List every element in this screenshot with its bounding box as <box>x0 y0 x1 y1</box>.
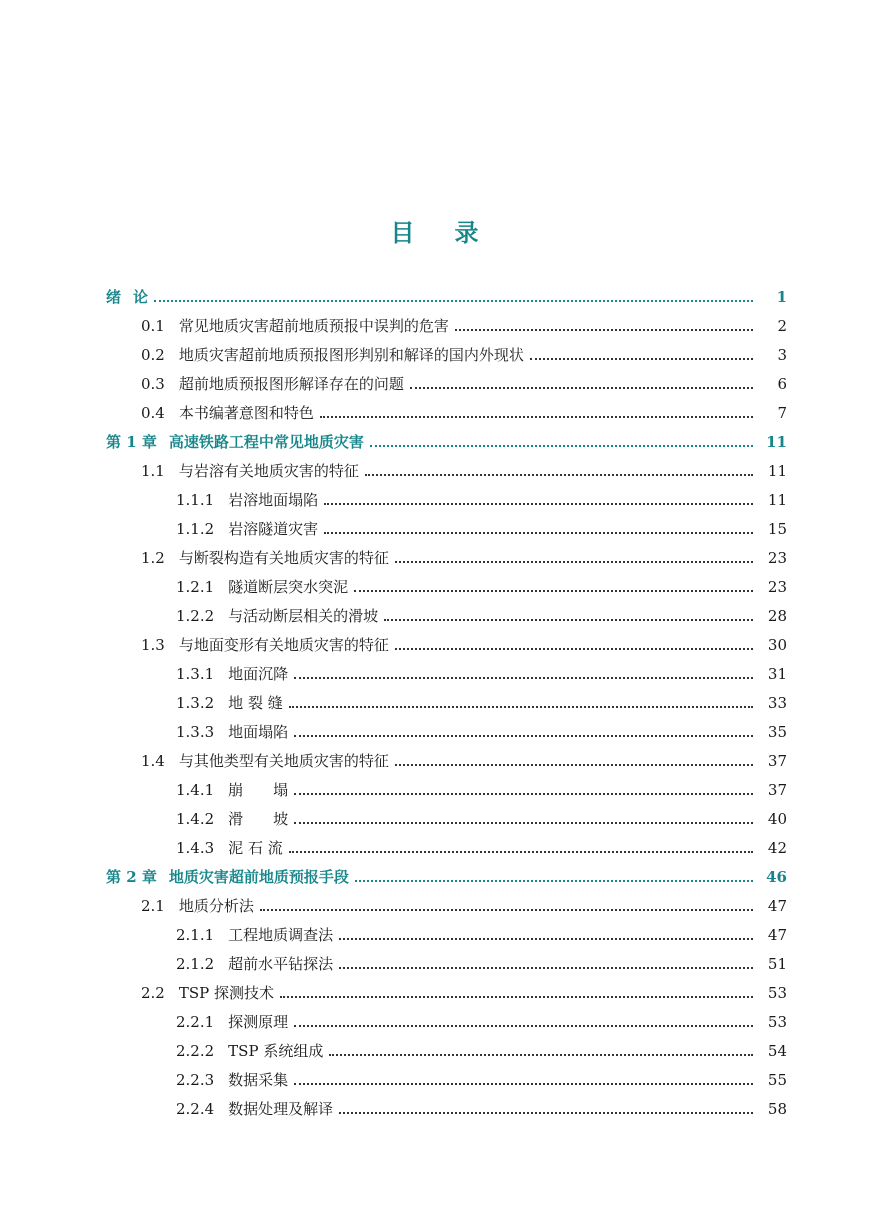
dot-leader <box>395 560 753 563</box>
toc-entry-number: 0.3 <box>141 374 165 393</box>
toc-entry-title: 与岩溶有关地质灾害的特征 <box>178 461 359 480</box>
toc-entry[interactable] <box>0 572 869 601</box>
toc-entry-title: 与活动断层相关的滑坡 <box>228 606 379 625</box>
toc-entry[interactable] <box>0 456 869 485</box>
toc-entry-page: 35 <box>767 722 787 741</box>
toc-entry-title: 超前水平钻探法 <box>228 954 334 973</box>
toc-entry-number: 2.1.2 <box>176 954 215 973</box>
toc-entry-number: 2.2.1 <box>176 1012 215 1031</box>
toc-entry[interactable] <box>0 746 869 775</box>
toc-entry-title: 地面沉降 <box>228 664 289 683</box>
toc-entry-page: 33 <box>767 693 787 712</box>
toc-heading: 目录 <box>390 218 519 247</box>
toc-entry[interactable] <box>0 978 869 1007</box>
toc-entry[interactable] <box>0 514 869 543</box>
toc-entry-number: 2.2.3 <box>176 1070 215 1089</box>
toc-entry[interactable] <box>0 369 869 398</box>
toc-entry[interactable] <box>0 1065 869 1094</box>
toc-entry-number: 2.2.4 <box>176 1099 215 1118</box>
toc-entry-page: 1 <box>776 287 787 306</box>
toc-entry-number: 绪 <box>106 287 122 306</box>
toc-entry-page: 42 <box>767 838 787 857</box>
toc-entry-title: 数据处理及解译 <box>228 1099 334 1118</box>
table-of-contents <box>0 282 869 1123</box>
toc-entry-title: 与地面变形有关地质灾害的特征 <box>178 635 389 654</box>
toc-entry-title: 地 裂 缝 <box>228 693 283 712</box>
toc-entry[interactable] <box>0 920 869 949</box>
toc-entry-page: 3 <box>777 345 787 364</box>
toc-entry-number: 第 1 章 <box>106 432 157 451</box>
toc-entry-title: 滑 坡 <box>228 809 289 828</box>
dot-leader <box>354 589 753 592</box>
toc-entry-page: 40 <box>767 809 787 828</box>
dot-leader <box>339 1111 753 1114</box>
dot-leader <box>395 763 753 766</box>
dot-leader <box>289 850 753 853</box>
toc-entry-title: 探测原理 <box>228 1012 289 1031</box>
toc-entry-title: 超前地质预报图形解译存在的问题 <box>178 374 404 393</box>
toc-entry-number: 1.1.2 <box>176 519 215 538</box>
dot-leader <box>455 328 753 331</box>
dot-leader <box>410 386 753 389</box>
toc-entry-title: 泥 石 流 <box>228 838 283 857</box>
toc-entry-title: 论 <box>133 287 149 306</box>
toc-entry-number: 2.1.1 <box>176 925 215 944</box>
toc-entry-page: 46 <box>766 867 787 886</box>
dot-leader <box>289 705 753 708</box>
toc-chapter-entry[interactable] <box>0 427 869 456</box>
toc-entry-title: TSP 系统组成 <box>228 1041 324 1060</box>
toc-entry-page: 23 <box>767 548 787 567</box>
toc-entry-page: 37 <box>767 780 787 799</box>
toc-entry-title: 工程地质调查法 <box>228 925 334 944</box>
toc-entry-page: 47 <box>767 925 787 944</box>
dot-leader <box>395 647 753 650</box>
dot-leader <box>365 473 753 476</box>
toc-entry[interactable] <box>0 340 869 369</box>
dot-leader <box>324 531 753 534</box>
dot-leader <box>355 879 753 882</box>
toc-entry-title: 地质灾害超前地质预报图形判别和解译的国内外现状 <box>178 345 524 364</box>
dot-leader <box>530 357 753 360</box>
toc-entry[interactable] <box>0 630 869 659</box>
toc-entry-number: 0.1 <box>141 316 165 335</box>
toc-entry-page: 58 <box>767 1099 787 1118</box>
toc-entry-page: 11 <box>766 432 787 451</box>
dot-leader <box>384 618 753 621</box>
toc-entry-number: 1.4.1 <box>176 780 215 799</box>
toc-entry-number: 第 2 章 <box>106 867 157 886</box>
toc-entry-title: 岩溶地面塌陷 <box>228 490 319 509</box>
dot-leader <box>280 995 753 998</box>
toc-entry-title: 地面塌陷 <box>228 722 289 741</box>
toc-entry-title: 本书编著意图和特色 <box>178 403 314 422</box>
toc-entry-title: 常见地质灾害超前地质预报中误判的危害 <box>178 316 449 335</box>
toc-entry[interactable] <box>0 717 869 746</box>
dot-leader <box>370 444 753 447</box>
toc-entry-page: 53 <box>767 983 787 1002</box>
toc-entry[interactable] <box>0 601 869 630</box>
toc-entry-number: 1.2.2 <box>176 606 215 625</box>
toc-entry-number: 1.2 <box>141 548 165 567</box>
dot-leader <box>294 1024 753 1027</box>
dot-leader <box>260 908 753 911</box>
toc-entry[interactable] <box>0 1007 869 1036</box>
toc-entry-title: 岩溶隧道灾害 <box>228 519 319 538</box>
toc-entry-number: 2.2.2 <box>176 1041 215 1060</box>
dot-leader <box>294 1082 753 1085</box>
toc-entry-page: 11 <box>767 461 787 480</box>
dot-leader <box>320 415 753 418</box>
toc-entry-number: 1.1 <box>141 461 165 480</box>
toc-entry-title: TSP 探测技术 <box>178 983 275 1002</box>
dot-leader <box>294 676 753 679</box>
dot-leader <box>339 937 753 940</box>
toc-chapter-entry[interactable] <box>0 282 869 311</box>
toc-entry[interactable] <box>0 485 869 514</box>
toc-entry-page: 23 <box>767 577 787 596</box>
toc-entry[interactable] <box>0 775 869 804</box>
toc-entry-number: 1.4 <box>141 751 165 770</box>
toc-entry-page: 54 <box>767 1041 787 1060</box>
toc-entry-number: 2.1 <box>141 896 165 915</box>
toc-entry-page: 37 <box>767 751 787 770</box>
toc-entry-title: 地质分析法 <box>178 896 254 915</box>
toc-entry-page: 51 <box>767 954 787 973</box>
dot-leader <box>294 792 753 795</box>
toc-entry-title: 崩 塌 <box>228 780 289 799</box>
toc-entry-page: 53 <box>767 1012 787 1031</box>
toc-entry[interactable] <box>0 398 869 427</box>
toc-entry[interactable] <box>0 949 869 978</box>
toc-entry-page: 55 <box>767 1070 787 1089</box>
toc-entry-page: 28 <box>767 606 787 625</box>
toc-entry-page: 47 <box>767 896 787 915</box>
toc-entry-number: 1.3 <box>141 635 165 654</box>
toc-entry-title: 与其他类型有关地质灾害的特征 <box>178 751 389 770</box>
toc-entry-number: 1.2.1 <box>176 577 215 596</box>
toc-entry[interactable] <box>0 891 869 920</box>
toc-entry[interactable] <box>0 1036 869 1065</box>
toc-entry[interactable] <box>0 1094 869 1123</box>
toc-entry-number: 1.3.2 <box>176 693 215 712</box>
toc-entry[interactable] <box>0 833 869 862</box>
toc-entry-page: 7 <box>777 403 787 422</box>
toc-entry-title: 与断裂构造有关地质灾害的特征 <box>178 548 389 567</box>
toc-entry-page: 6 <box>777 374 787 393</box>
toc-entry-number: 1.4.2 <box>176 809 215 828</box>
toc-entry[interactable] <box>0 543 869 572</box>
toc-entry-number: 1.3.1 <box>176 664 215 683</box>
toc-entry-number: 0.2 <box>141 345 165 364</box>
toc-entry-page: 2 <box>777 316 787 335</box>
toc-entry[interactable] <box>0 311 869 340</box>
toc-entry-number: 2.2 <box>141 983 165 1002</box>
dot-leader <box>324 502 753 505</box>
toc-entry-title: 地质灾害超前地质预报手段 <box>168 867 349 886</box>
dot-leader <box>339 966 753 969</box>
toc-entry-title: 隧道断层突水突泥 <box>228 577 349 596</box>
toc-entry-number: 1.3.3 <box>176 722 215 741</box>
dot-leader <box>329 1053 753 1056</box>
toc-entry[interactable] <box>0 688 869 717</box>
toc-entry-number: 0.4 <box>141 403 165 422</box>
toc-entry[interactable] <box>0 659 869 688</box>
toc-chapter-entry[interactable] <box>0 862 869 891</box>
toc-entry-title: 数据采集 <box>228 1070 289 1089</box>
dot-leader <box>294 734 753 737</box>
toc-entry-page: 31 <box>767 664 787 683</box>
toc-entry[interactable] <box>0 804 869 833</box>
toc-entry-title: 高速铁路工程中常见地质灾害 <box>168 432 364 451</box>
toc-entry-page: 15 <box>767 519 787 538</box>
toc-entry-page: 30 <box>767 635 787 654</box>
toc-entry-page: 11 <box>767 490 787 509</box>
dot-leader <box>294 821 753 824</box>
dot-leader <box>154 299 753 302</box>
toc-entry-number: 1.4.3 <box>176 838 215 857</box>
toc-entry-number: 1.1.1 <box>176 490 215 509</box>
